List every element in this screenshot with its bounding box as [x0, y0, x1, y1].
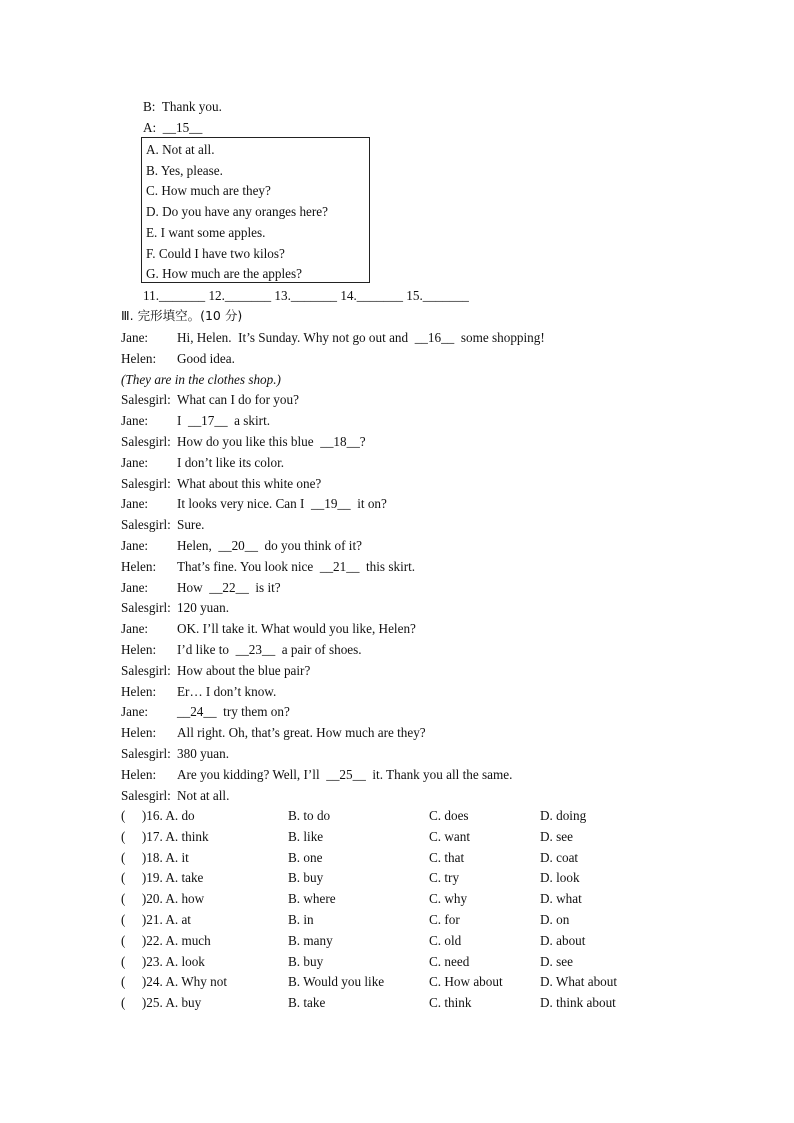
option-d: D. What about [540, 974, 618, 989]
option-b: B. buy [288, 870, 324, 885]
dialog-utterance: Helen, __20__ do you think of it? [177, 538, 362, 553]
question-number-option-a: ( )22. A. much [121, 933, 211, 948]
option-d: D. on [540, 912, 570, 927]
dialog-utterance: Sure. [177, 517, 205, 532]
dialog-utterance: How do you like this blue __18__? [177, 434, 366, 449]
dialog-b-line: B: Thank you. [143, 99, 222, 114]
option-c: C. old [429, 933, 462, 948]
option-d: D. see [540, 829, 573, 844]
option-d: D. what [540, 891, 582, 906]
dialog-speaker: Salesgirl: [121, 392, 171, 407]
question-number-option-a: ( )17. A. think [121, 829, 209, 844]
question-number-option-a: ( )24. A. Why not [121, 974, 227, 989]
dialog-speaker: Salesgirl: [121, 434, 171, 449]
dialog-utterance: I’d like to __23__ a pair of shoes. [177, 642, 362, 657]
question-number-option-a: ( )19. A. take [121, 870, 204, 885]
dialog-utterance: I __17__ a skirt. [177, 413, 271, 428]
option-c: C. for [429, 912, 460, 927]
option-a: A. Not at all. [146, 142, 215, 157]
option-f: F. Could I have two kilos? [146, 246, 285, 261]
option-d: D. think about [540, 995, 616, 1010]
answer-blanks-row: 11._______ 12._______ 13._______ 14._______ 15._______ [143, 288, 469, 303]
question-number-option-a: ( )16. A. do [121, 808, 195, 823]
option-c: C. that [429, 850, 465, 865]
option-b: B. many [288, 933, 333, 948]
option-c: C. want [429, 829, 471, 844]
dialog-utterance: Good idea. [177, 351, 235, 366]
dialog-utterance: What about this white one? [177, 476, 322, 491]
option-d: D. see [540, 954, 573, 969]
option-b: B. buy [288, 954, 324, 969]
answer-blank-15: __15__ [162, 120, 203, 135]
dialog-utterance: It looks very nice. Can I __19__ it on? [177, 496, 387, 511]
dialog-utterance: What can I do for you? [177, 392, 299, 407]
dialog-utterance: Are you kidding? Well, I’ll __25__ it. Thank you all the same. [177, 767, 513, 782]
dialog-speaker: Helen: [121, 559, 157, 574]
dialog-utterance: All right. Oh, that’s great. How much are they? [177, 725, 426, 740]
section-title: Ⅲ. 完形填空。(10 分) [121, 308, 243, 323]
question-number-option-a: ( )23. A. look [121, 954, 205, 969]
option-c: C. need [429, 954, 470, 969]
dialog-a-prefix: A: [143, 120, 163, 135]
option-c: C. try [429, 870, 460, 885]
dialog-speaker: Jane: [121, 496, 149, 511]
dialog-speaker: Salesgirl: [121, 517, 171, 532]
dialog-speaker: Jane: [121, 455, 149, 470]
dialog-speaker: Jane: [121, 580, 149, 595]
dialog-speaker: Helen: [121, 642, 157, 657]
dialog-speaker: Jane: [121, 704, 149, 719]
question-number-option-a: ( )25. A. buy [121, 995, 202, 1010]
option-b: B. take [288, 995, 326, 1010]
option-e: E. I want some apples. [146, 225, 266, 240]
dialog-utterance: How __22__ is it? [177, 580, 281, 595]
dialog-speaker: Salesgirl: [121, 788, 171, 803]
option-c: C. why [429, 891, 468, 906]
option-b: B. Yes, please. [146, 163, 223, 178]
dialog-speaker: Salesgirl: [121, 663, 171, 678]
option-g: G. How much are the apples? [146, 266, 302, 281]
dialog-speaker: Jane: [121, 413, 149, 428]
option-d: D. Do you have any oranges here? [146, 204, 328, 219]
dialog-utterance: How about the blue pair? [177, 663, 311, 678]
option-b: B. in [288, 912, 314, 927]
dialog-utterance: Hi, Helen. It’s Sunday. Why not go out and __16__ some shopping! [177, 330, 545, 345]
option-c: C. think [429, 995, 472, 1010]
option-d: D. coat [540, 850, 579, 865]
dialog-utterance: Not at all. [177, 788, 230, 803]
dialog-speaker: Jane: [121, 330, 149, 345]
option-b: B. like [288, 829, 324, 844]
question-number-option-a: ( )21. A. at [121, 912, 191, 927]
dialog-speaker: Helen: [121, 725, 157, 740]
dialog-speaker: Salesgirl: [121, 746, 171, 761]
option-b: B. one [288, 850, 323, 865]
dialog-speaker: Salesgirl: [121, 476, 171, 491]
dialog-utterance: OK. I’ll take it. What would you like, Helen? [177, 621, 416, 636]
option-c: C. How much are they? [146, 183, 271, 198]
question-number-option-a: ( )20. A. how [121, 891, 205, 906]
dialog-utterance: Er… I don’t know. [177, 684, 277, 699]
option-b: B. where [288, 891, 336, 906]
dialog-utterance: I don’t like its color. [177, 455, 285, 470]
option-c: C. How about [429, 974, 503, 989]
dialog-utterance: __24__ try them on? [177, 704, 290, 719]
dialog-speaker: Helen: [121, 767, 157, 782]
option-d: D. about [540, 933, 586, 948]
dialog-speaker: Salesgirl: [121, 600, 171, 615]
dialog-a-line [143, 120, 202, 136]
dialog-speaker: Helen: [121, 684, 157, 699]
question-number-option-a: ( )18. A. it [121, 850, 189, 865]
dialog-speaker: Jane: [121, 538, 149, 553]
dialog-utterance: 120 yuan. [177, 600, 230, 615]
option-d: D. look [540, 870, 580, 885]
option-d: D. doing [540, 808, 587, 823]
option-b: B. to do [288, 808, 331, 823]
option-c: C. does [429, 808, 469, 823]
dialog-speaker: Jane: [121, 621, 149, 636]
dialog-speaker: Helen: [121, 351, 157, 366]
dialog-utterance: 380 yuan. [177, 746, 230, 761]
dialog-utterance: That’s fine. You look nice __21__ this skirt. [177, 559, 416, 574]
dialog-stage-direction: (They are in the clothes shop.) [121, 372, 281, 387]
option-b: B. Would you like [288, 974, 385, 989]
